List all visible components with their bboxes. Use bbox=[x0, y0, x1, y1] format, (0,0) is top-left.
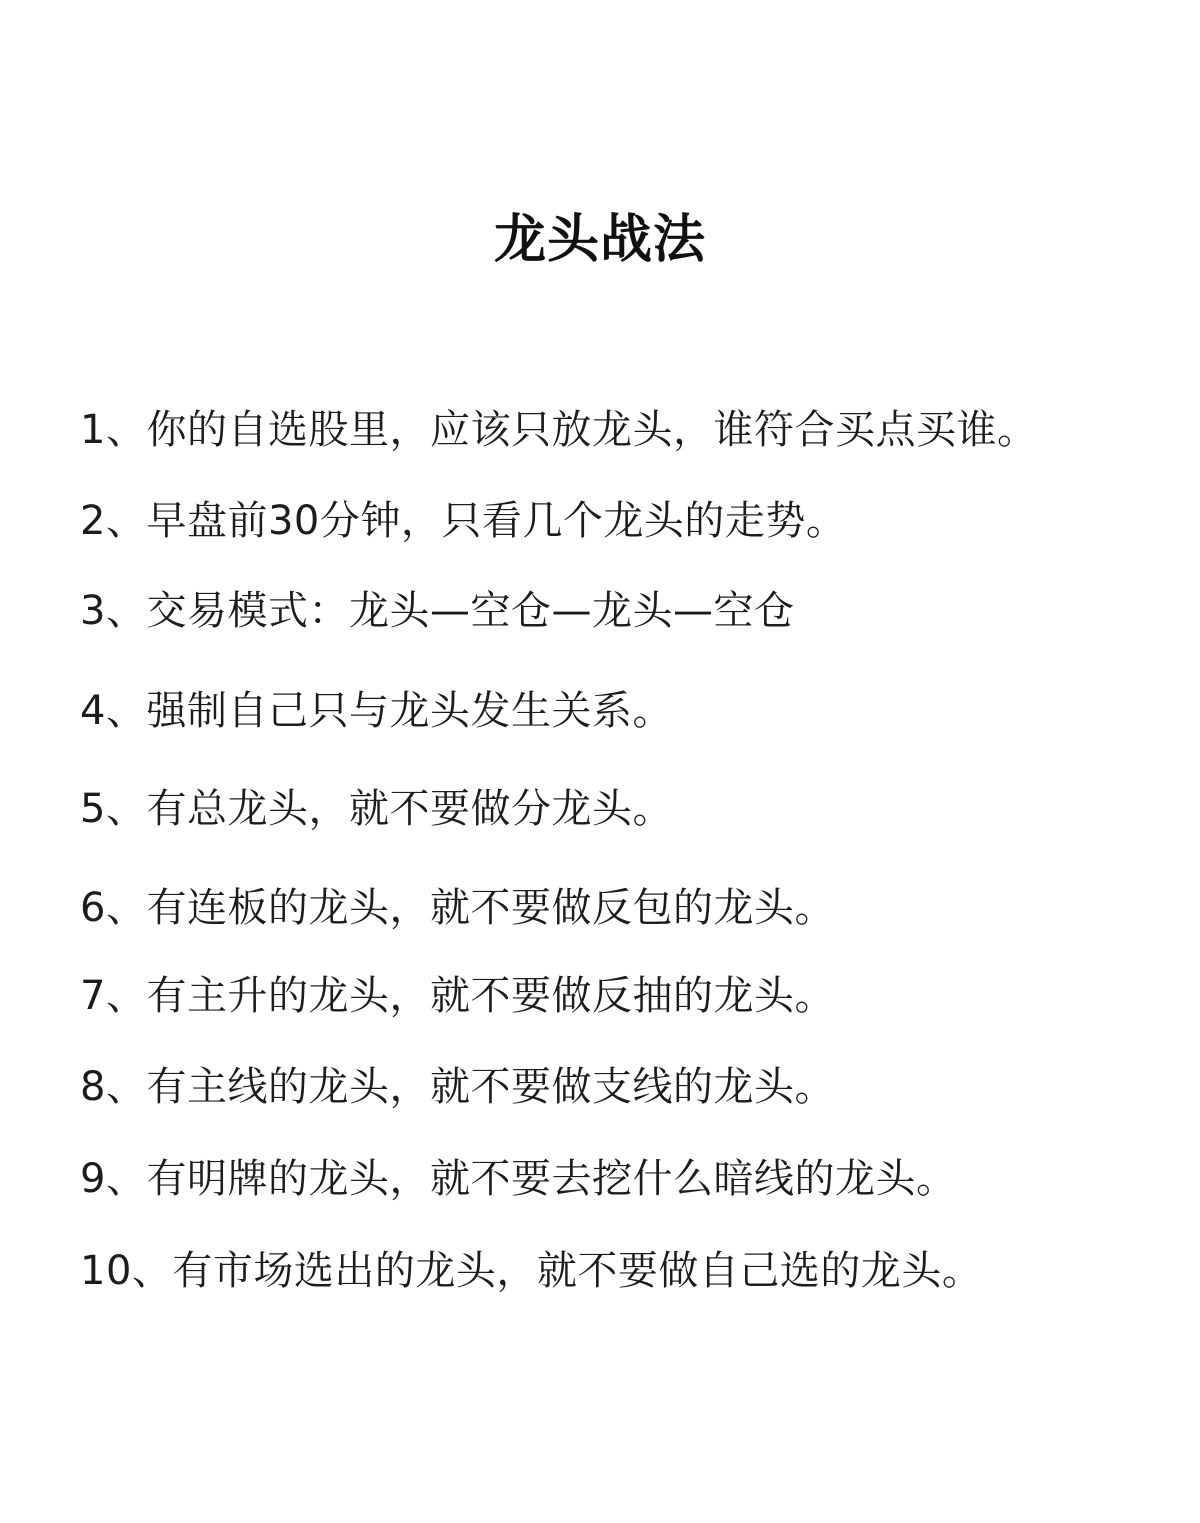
list-item: 9、有明牌的龙头，就不要去挖什么暗线的龙头。 bbox=[80, 1156, 957, 1202]
list-item: 4、强制自己只与龙头发生关系。 bbox=[80, 688, 673, 734]
page-title: 龙头战法 bbox=[493, 210, 706, 270]
list-item: 6、有连板的龙头，就不要做反包的龙头。 bbox=[80, 885, 835, 931]
list-item: 5、有总龙头，就不要做分龙头。 bbox=[80, 786, 673, 832]
list-item: 3、交易模式：龙头—空仓—龙头—空仓 bbox=[80, 588, 795, 634]
list-item: 7、有主升的龙头，就不要做反抽的龙头。 bbox=[80, 973, 835, 1019]
list-item: 2、早盘前30分钟，只看几个龙头的走势。 bbox=[80, 498, 847, 544]
list-item: 8、有主线的龙头，就不要做支线的龙头。 bbox=[80, 1064, 835, 1110]
list-item: 10、有市场选出的龙头，就不要做自己选的龙头。 bbox=[80, 1248, 983, 1294]
list-item: 1、你的自选股里，应该只放龙头，谁符合买点买谁。 bbox=[80, 407, 1038, 453]
